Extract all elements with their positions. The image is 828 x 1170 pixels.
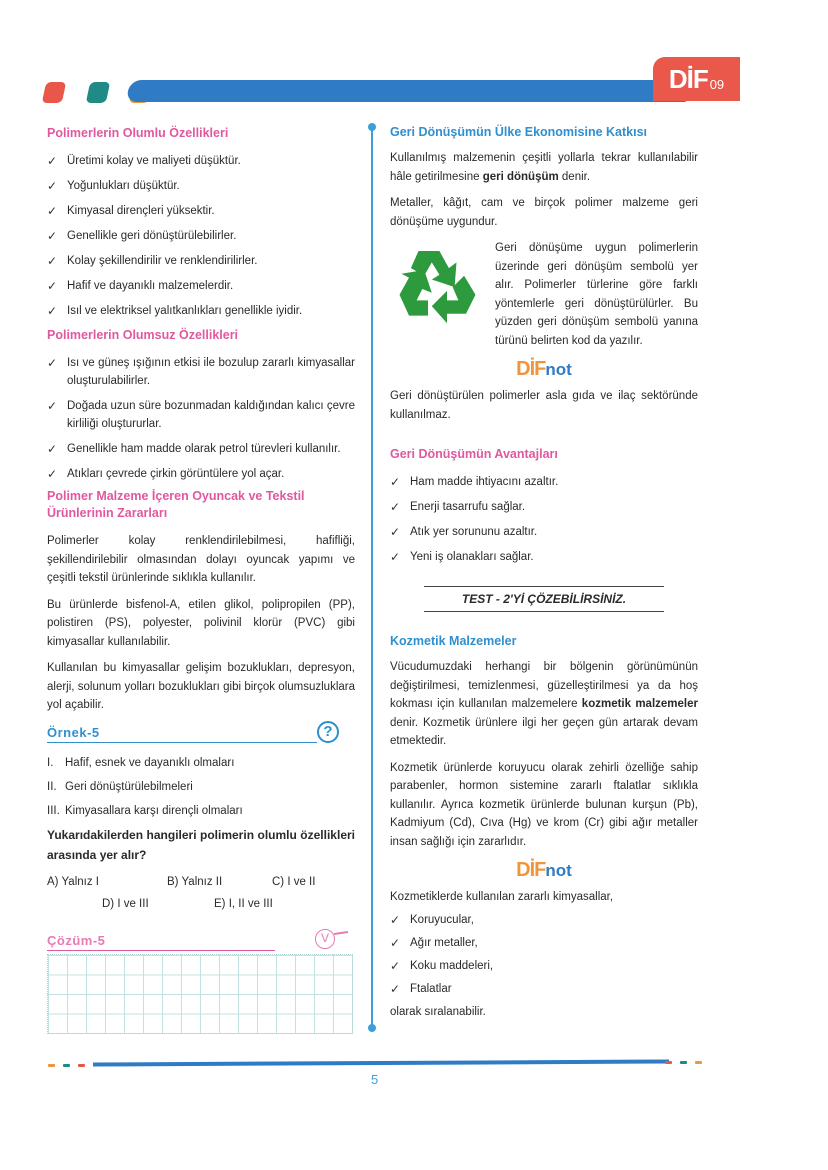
list-item: ✓ Atıkları çevrede çirkin görüntülere yol açar. bbox=[47, 467, 285, 481]
left-column bbox=[47, 125, 355, 1034]
checkmark-circle-icon: V bbox=[315, 929, 335, 949]
teal-pill-decoration bbox=[86, 82, 110, 103]
check-icon: ✓ bbox=[47, 154, 58, 168]
recycle-icon bbox=[390, 239, 485, 339]
paragraph: Vücudumuzdaki herhangi bir bölgenin görünümünün değiştirilmesi, temizlenmesi, güzelleştirilmesi ya da hoş kokması için kullanılan malzemelere kozmetik malzemeler denir. Kozmetik ürünlere ilgi her geçen gün artarak devam etmektedir. bbox=[390, 661, 698, 747]
red-dash bbox=[78, 1064, 85, 1067]
option-b[interactable]: B) Yalnız II bbox=[167, 875, 223, 888]
list-item: ✓ Kimyasal dirençleri yüksektir. bbox=[47, 204, 215, 218]
paragraph: Geri dönüşüme uygun polimerlerin üzerinde geri dönüşüm sembolü yer alır. Polimerler türlerine göre farklı yöntemlerle geri dönüştürülürler. Bu yüzden geri dönüşüm sembolü yanına türünü belirten kod da yazılır. bbox=[495, 242, 698, 347]
list-item: ✓ Isı ve güneş ışığının etkisi ile bozulup zararlı kimyasallar oluşturulabilirler. bbox=[47, 354, 355, 390]
teal-dash bbox=[680, 1061, 687, 1064]
option-e[interactable]: E) I, II ve III bbox=[214, 897, 273, 910]
right-column bbox=[390, 125, 698, 1029]
solution-label: Çözüm-5 bbox=[47, 932, 106, 948]
question-icon: ? bbox=[317, 721, 339, 743]
difnot-text: Geri dönüştürülen polimerler asla gıda ve ilaç sektöründe kullanılmaz. bbox=[390, 390, 698, 421]
divider-bottom-dot bbox=[368, 1024, 376, 1032]
check-icon: ✓ bbox=[390, 475, 401, 489]
question-text: Yukarıdakilerden hangileri polimerin olumlu özellikleri arasında yer alır? bbox=[47, 827, 355, 862]
check-icon: ✓ bbox=[390, 958, 401, 973]
footer-line bbox=[93, 1059, 669, 1066]
solution-header bbox=[47, 930, 329, 951]
example-label: Örnek-5 bbox=[47, 724, 100, 740]
check-icon: ✓ bbox=[47, 279, 58, 293]
blue-header-bar bbox=[126, 80, 691, 102]
paragraph: Kullanılan bu kimyasallar gelişim bozuklukları, depresyon, alerji, solunum yolları bozuklukları gibi birçok olumsuzluklara yol açabilir. bbox=[47, 662, 355, 711]
check-icon: ✓ bbox=[47, 467, 58, 481]
section-title-kozmetik: Kozmetik Malzemeler bbox=[390, 634, 517, 648]
list-item: ✓ Kolay şekillendirilir ve renklendirilirler. bbox=[47, 254, 258, 268]
list-item: ✓ Koruyucular, bbox=[390, 912, 474, 927]
page-footer bbox=[0, 1055, 828, 1095]
section-title-avantajlar: Geri Dönüşümün Avantajları bbox=[390, 447, 558, 461]
paragraph: Kullanılmış malzemenin çeşitli yollarla tekrar kullanılabilir hâle getirilmesine geri dönüşüm denir. bbox=[390, 152, 698, 183]
check-icon: ✓ bbox=[390, 935, 401, 950]
list-item: ✓ Ftalatlar bbox=[390, 981, 452, 996]
list-item: ✓ Ağır metaller, bbox=[390, 935, 478, 950]
statement: II. Geri dönüştürülebilmeleri bbox=[47, 780, 193, 793]
column-divider bbox=[371, 126, 373, 1028]
check-icon: ✓ bbox=[47, 399, 58, 413]
solution-grid-area[interactable] bbox=[47, 954, 353, 1034]
statement: III. Kimyasallara karşı dirençli olmaları bbox=[47, 804, 243, 817]
list-item: ✓ Isıl ve elektriksel yalıtkanlıkları genellikle iyidir. bbox=[47, 304, 303, 318]
check-icon: ✓ bbox=[390, 981, 401, 996]
red-pill-decoration bbox=[42, 82, 66, 103]
difnot-logo: DİFnot bbox=[516, 358, 572, 380]
olumlu-list bbox=[47, 152, 355, 320]
list-item: ✓ Hafif ve dayanıklı malzemelerdir. bbox=[47, 279, 234, 293]
statement: I. Hafif, esnek ve dayanıklı olmaları bbox=[47, 756, 235, 769]
list-item: ✓ Ham madde ihtiyacını azaltır. bbox=[390, 475, 559, 489]
page-number: 5 bbox=[371, 1072, 379, 1087]
paragraph: Kozmetik ürünlerde koruyucu olarak zehirli özelliğe sahip parabenler, hormon sistemine zararlı ftalatlar sıklıkla kullanılır. Ayrıca kozmetik ürünlerde bulunan kurşun (Pb), Kadmiyum (Cd), Cıva (Hg) ve krom (Cr) gibi ağır metaller insan sağlığı için zararlıdır. bbox=[390, 761, 698, 848]
unit-number: 09 bbox=[709, 76, 725, 92]
list-item: ✓ Genellikle geri dönüştürülebilirler. bbox=[47, 229, 237, 243]
check-icon: ✓ bbox=[47, 356, 58, 370]
check-icon: ✓ bbox=[47, 304, 58, 318]
check-icon: ✓ bbox=[390, 912, 401, 927]
example-header bbox=[47, 722, 333, 743]
paragraph: Bu ürünlerde bisfenol-A, etilen glikol, polipropilen (PP), polistiren (PS), polyester, polivinil klorür (PVC) gibi kimyasallar kullanılabilir. bbox=[47, 598, 355, 648]
check-icon: ✓ bbox=[47, 229, 58, 243]
list-item: ✓ Genellikle ham madde olarak petrol türevleri kullanılır. bbox=[47, 442, 341, 456]
option-d[interactable]: D) I ve III bbox=[102, 897, 149, 910]
teal-dash bbox=[63, 1064, 70, 1067]
list-item: ✓ Yeni iş olanakları sağlar. bbox=[390, 550, 534, 564]
check-icon: ✓ bbox=[390, 550, 401, 564]
check-icon: ✓ bbox=[390, 500, 401, 514]
paragraph: Polimerler kolay renklendirilebilmesi, hafifliği, şekillendirilebilir olmasından dolayı oyuncak yapımı ve çeşitli tekstil ürünlerinde sıklıkla kullanılır. bbox=[47, 535, 355, 584]
difnot-logo: DİFnot bbox=[516, 859, 572, 881]
list-item: ✓ Atık yer sorununu azaltır. bbox=[390, 525, 538, 539]
option-a[interactable]: A) Yalnız I bbox=[47, 875, 99, 888]
unit-badge bbox=[653, 57, 740, 101]
section-title-ekonomi: Geri Dönüşümün Ülke Ekonomisine Katkısı bbox=[390, 125, 648, 139]
olumsuz-list bbox=[47, 354, 355, 483]
difnot-outro: olarak sıralanabilir. bbox=[390, 1005, 486, 1018]
list-item: ✓ Koku maddeleri, bbox=[390, 958, 494, 973]
avantajlar-list bbox=[390, 473, 698, 566]
divider-top-dot bbox=[368, 123, 376, 131]
paragraph: Metaller, kâğıt, cam ve birçok polimer malzeme geri dönüşüme uygundur. bbox=[390, 197, 698, 228]
list-item: ✓ Yoğunlukları düşüktür. bbox=[47, 179, 180, 193]
section-title-zararlar: Polimer Malzeme İçeren Oyuncak ve Tekstil Ürünlerinin Zararları bbox=[47, 489, 305, 520]
orange-dash bbox=[48, 1064, 55, 1067]
recycle-block bbox=[390, 239, 698, 350]
check-icon: ✓ bbox=[47, 179, 58, 193]
check-icon: ✓ bbox=[390, 525, 401, 539]
section-title-olumsuz: Polimerlerin Olumsuz Özellikleri bbox=[47, 328, 239, 342]
list-item: ✓ Üretimi kolay ve maliyeti düşüktür. bbox=[47, 154, 241, 168]
check-icon: ✓ bbox=[47, 204, 58, 218]
orange-dash bbox=[695, 1061, 702, 1064]
brand-logo: DİF bbox=[668, 63, 708, 94]
answer-options bbox=[47, 871, 355, 921]
red-dash bbox=[665, 1061, 672, 1064]
check-icon: ✓ bbox=[47, 442, 58, 456]
check-icon: ✓ bbox=[47, 254, 58, 268]
list-item: ✓ Doğada uzun süre bozunmadan kaldığından kalıcı çevre kirliliği oluştururlar. bbox=[47, 397, 355, 433]
section-title-olumlu: Polimerlerin Olumlu Özellikleri bbox=[47, 126, 229, 140]
list-item: ✓ Enerji tasarrufu sağlar. bbox=[390, 500, 526, 514]
difnot-intro: Kozmetiklerde kullanılan zararlı kimyasallar, bbox=[390, 891, 614, 903]
page-header bbox=[0, 0, 828, 110]
option-c[interactable]: C) I ve II bbox=[272, 875, 316, 888]
test-banner: TEST - 2'Yİ ÇÖZEBİLİRSİNİZ. bbox=[424, 586, 664, 612]
kozmetik-kimyasal-list bbox=[390, 911, 698, 998]
